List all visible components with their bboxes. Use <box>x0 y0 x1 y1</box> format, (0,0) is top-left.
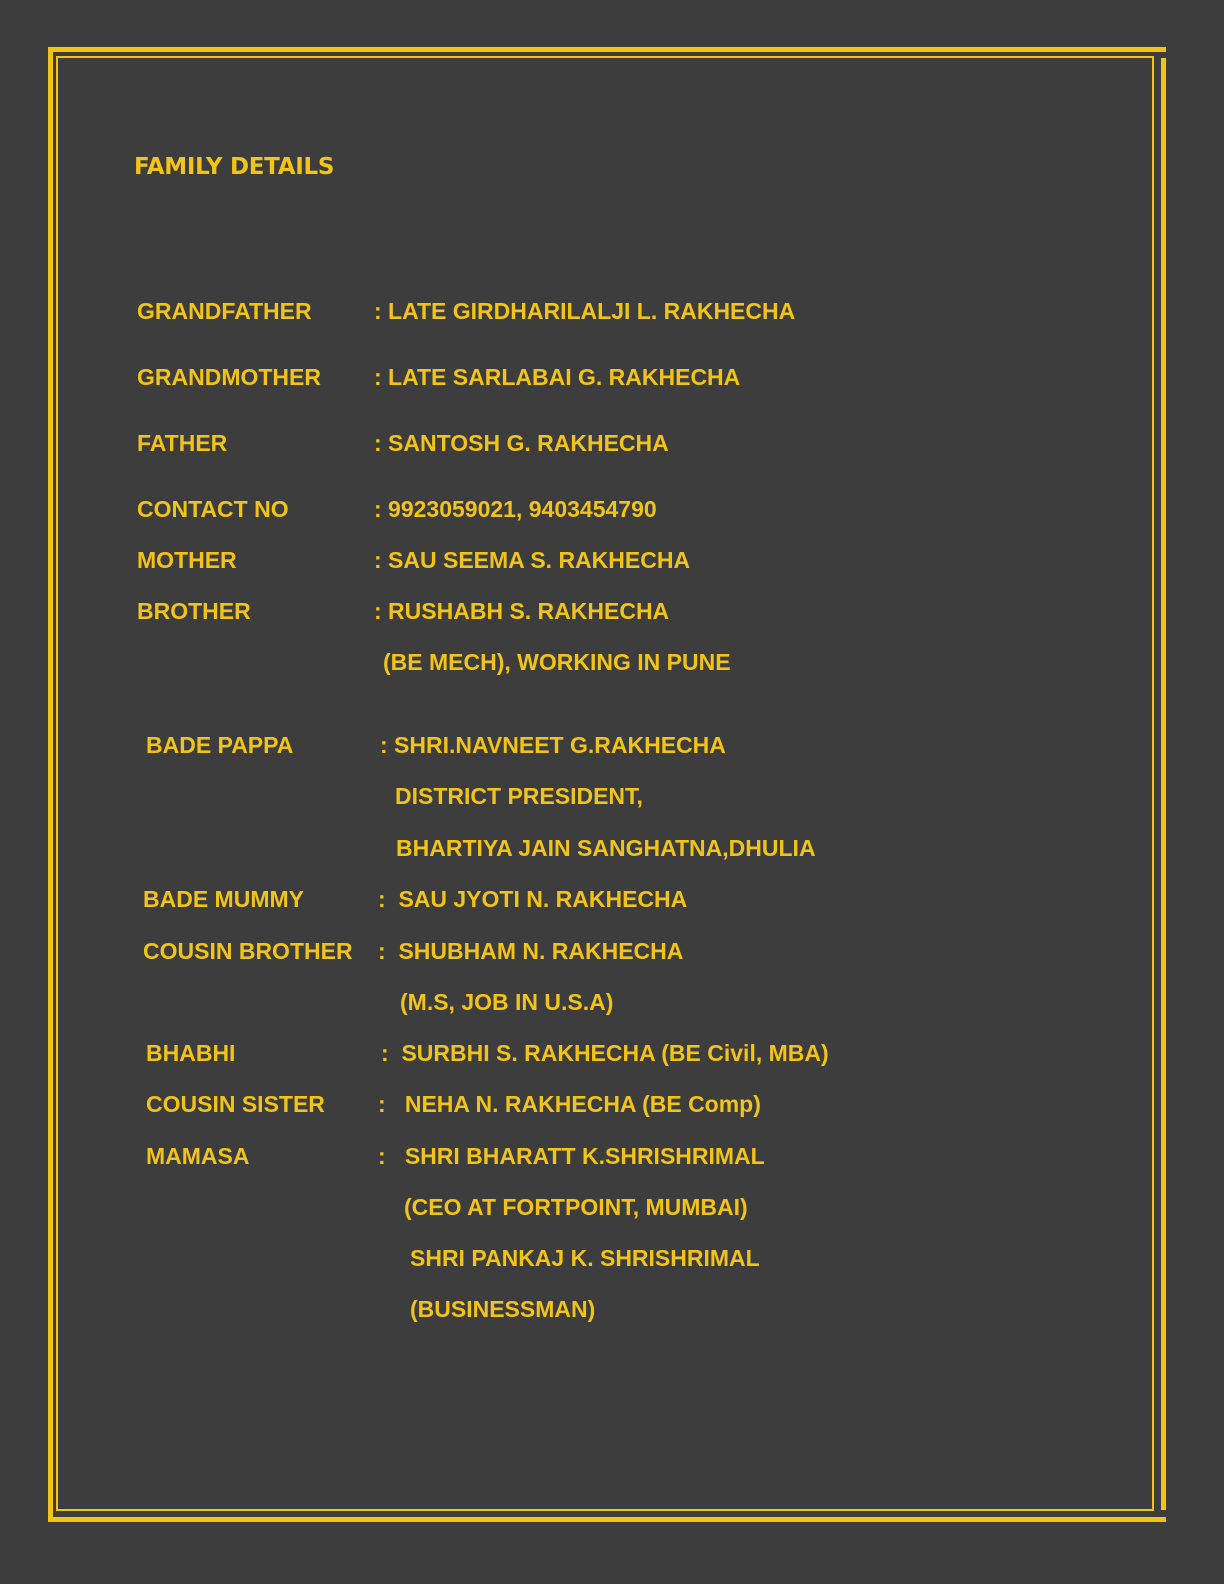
border-inner-top <box>56 56 1154 58</box>
value-mamasa-second-detail: (BUSINESSMAN) <box>410 1296 596 1322</box>
value-bade-pappa-title: DISTRICT PRESIDENT, <box>395 783 643 809</box>
border-inner-bottom <box>56 1509 1154 1511</box>
label-brother: BROTHER <box>137 598 251 624</box>
label-contact-no: CONTACT NO <box>137 496 289 522</box>
border-outer-top <box>48 47 1166 52</box>
label-bhabhi: BHABHI <box>146 1040 236 1066</box>
value-mother: : SAU SEEMA S. RAKHECHA <box>374 547 691 573</box>
value-cousin-brother-detail: (M.S, JOB IN U.S.A) <box>400 989 614 1015</box>
border-outer-right <box>1161 58 1166 1510</box>
label-bade-mummy: BADE MUMMY <box>143 886 304 912</box>
label-bade-pappa: BADE PAPPA <box>146 732 294 758</box>
value-mamasa-second: SHRI PANKAJ K. SHRISHRIMAL <box>410 1245 760 1271</box>
value-bhabhi: : SURBHI S. RAKHECHA (BE Civil, MBA) <box>381 1040 829 1066</box>
value-mamasa: : SHRI BHARATT K.SHRISHRIMAL <box>378 1143 765 1169</box>
value-grandmother: : LATE SARLABAI G. RAKHECHA <box>374 364 741 390</box>
value-cousin-sister: : NEHA N. RAKHECHA (BE Comp) <box>378 1091 761 1117</box>
value-bade-mummy: : SAU JYOTI N. RAKHECHA <box>378 886 688 912</box>
value-brother-detail: (BE MECH), WORKING IN PUNE <box>383 649 731 675</box>
border-outer-bottom <box>48 1517 1166 1522</box>
label-cousin-sister: COUSIN SISTER <box>146 1091 325 1117</box>
value-brother: : RUSHABH S. RAKHECHA <box>374 598 670 624</box>
value-bade-pappa-org: BHARTIYA JAIN SANGHATNA,DHULIA <box>396 835 816 861</box>
value-father: : SANTOSH G. RAKHECHA <box>374 430 669 456</box>
value-cousin-brother: : SHUBHAM N. RAKHECHA <box>378 938 684 964</box>
label-mother: MOTHER <box>137 547 237 573</box>
border-inner-right <box>1152 56 1154 1511</box>
value-grandfather: : LATE GIRDHARILALJI L. RAKHECHA <box>374 298 796 324</box>
label-grandmother: GRANDMOTHER <box>137 364 321 390</box>
label-mamasa: MAMASA <box>146 1143 250 1169</box>
value-mamasa-detail: (CEO AT FORTPOINT, MUMBAI) <box>404 1194 748 1220</box>
value-bade-pappa: : SHRI.NAVNEET G.RAKHECHA <box>380 732 726 758</box>
value-contact-no: : 9923059021, 9403454790 <box>374 496 657 522</box>
page-title: FAMILY DETAILS <box>134 154 335 180</box>
label-cousin-brother: COUSIN BROTHER <box>143 938 353 964</box>
border-inner-left <box>56 56 58 1511</box>
label-grandfather: GRANDFATHER <box>137 298 312 324</box>
border-outer-left <box>48 47 53 1522</box>
label-father: FATHER <box>137 430 228 456</box>
